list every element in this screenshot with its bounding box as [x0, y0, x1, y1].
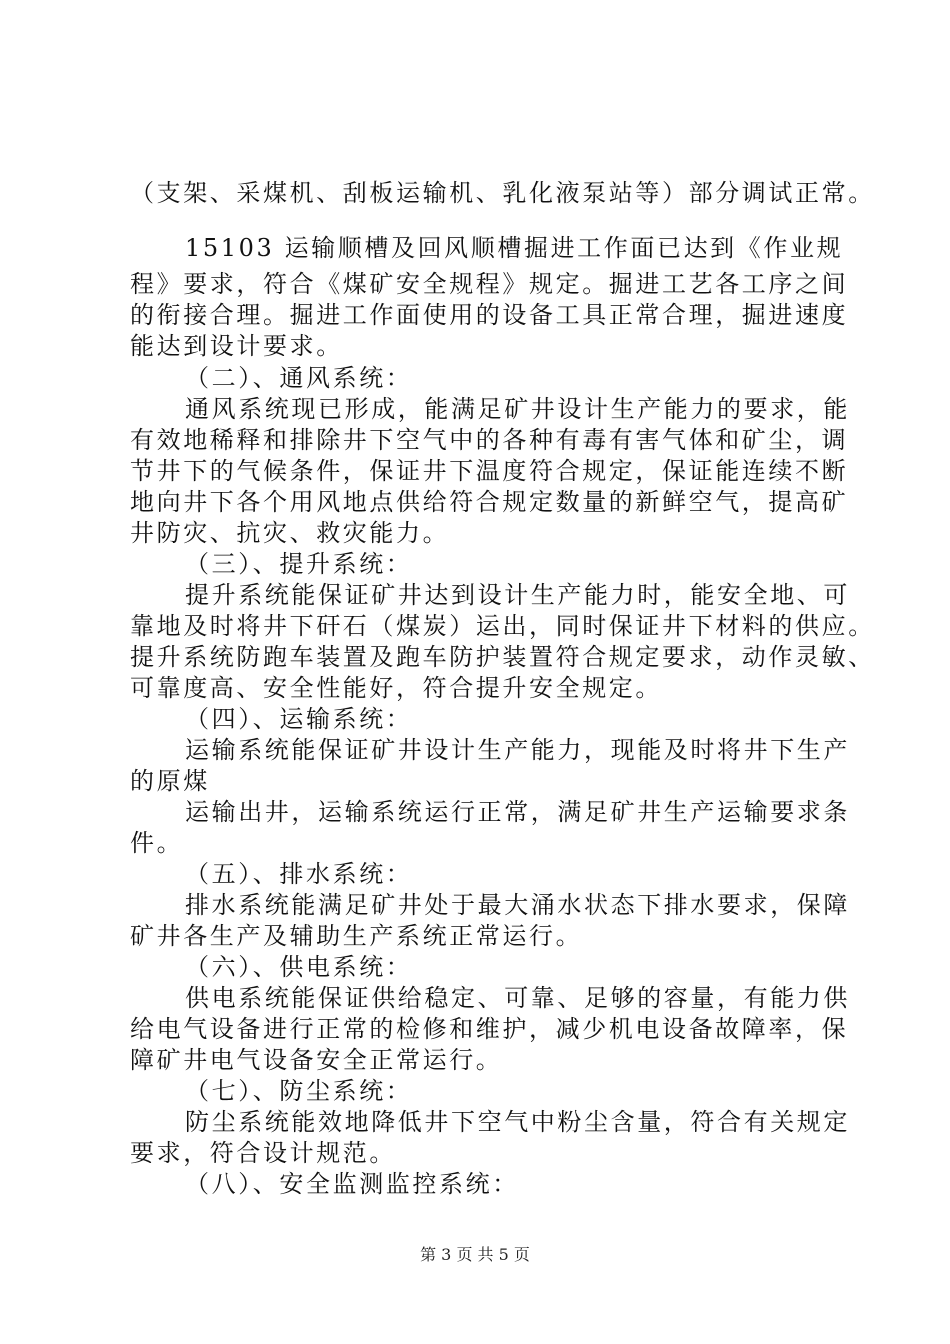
- text-line-1: （支架、采煤机、刮板运输机、乳化液泵站等）部分调试正常。: [130, 179, 875, 207]
- text-line-8: 有效地稀释和排除井下空气中的各种有毒有害气体和矿尘，调: [130, 426, 849, 454]
- text-line-2: 15103 运输顺槽及回风顺槽掘进工作面已达到《作业规: [185, 234, 844, 262]
- text-line-15: 提升系统防跑车装置及跑车防护装置符合规定要求，动作灵敏、: [130, 643, 875, 671]
- section-heading-drainage: （五）、排水系统：: [185, 860, 413, 888]
- text-line-13: 提升系统能保证矿井达到设计生产能力时，能安全地、可: [185, 581, 850, 609]
- section-heading-monitoring: （八）、安全监测监控系统：: [185, 1170, 519, 1198]
- text-line-27: 给电气设备进行正常的检修和维护，减少机电设备故障率，保: [130, 1015, 849, 1043]
- text-line-11: 井防灾、抗灾、救灾能力。: [130, 519, 450, 547]
- page-number-footer: 第 3 页 共 5 页: [420, 1245, 530, 1264]
- text-line-19: 的原煤: [130, 767, 210, 795]
- text-line-9: 节井下的气候条件，保证井下温度符合规定，保证能连续不断: [130, 457, 849, 485]
- section-heading-transport: （四）、运输系统：: [185, 705, 413, 733]
- text-line-3: 程》要求，符合《煤矿安全规程》规定。掘进工艺各工序之间: [130, 270, 849, 298]
- text-line-31: 要求，符合设计规范。: [130, 1139, 396, 1167]
- text-line-30: 防尘系统能效地降低井下空气中粉尘含量，符合有关规定: [185, 1108, 850, 1136]
- text-line-20: 运输出井，运输系统运行正常，满足矿井生产运输要求条: [185, 798, 850, 826]
- text-line-28: 障矿井电气设备安全正常运行。: [130, 1046, 503, 1074]
- section-heading-dust: （七）、防尘系统：: [185, 1077, 413, 1105]
- text-line-10: 地向井下各个用风地点供给符合规定数量的新鲜空气，提高矿: [130, 488, 849, 516]
- text-line-23: 排水系统能满足矿井处于最大涌水状态下排水要求，保障: [185, 891, 850, 919]
- text-line-24: 矿井各生产及辅助生产系统正常运行。: [130, 922, 583, 950]
- text-line-4: 的衔接合理。掘进工作面使用的设备工具正常合理，掘进速度: [130, 301, 849, 329]
- section-heading-ventilation: （二）、通风系统：: [185, 364, 413, 392]
- section-heading-power: （六）、供电系统：: [185, 953, 413, 981]
- text-line-26: 供电系统能保证供给稳定、可靠、足够的容量，有能力供: [185, 984, 850, 1012]
- text-line-18: 运输系统能保证矿井设计生产能力，现能及时将井下生产: [185, 736, 850, 764]
- text-line-16: 可靠度高、安全性能好，符合提升安全规定。: [130, 674, 662, 702]
- section-heading-hoisting: （三）、提升系统：: [185, 550, 413, 578]
- text-line-7: 通风系统现已形成，能满足矿井设计生产能力的要求，能: [185, 395, 850, 423]
- text-line-14: 靠地及时将井下矸石（煤炭）运出，同时保证井下材料的供应。: [130, 612, 875, 640]
- text-line-21: 件。: [130, 829, 184, 857]
- text-line-5: 能达到设计要求。: [130, 332, 343, 360]
